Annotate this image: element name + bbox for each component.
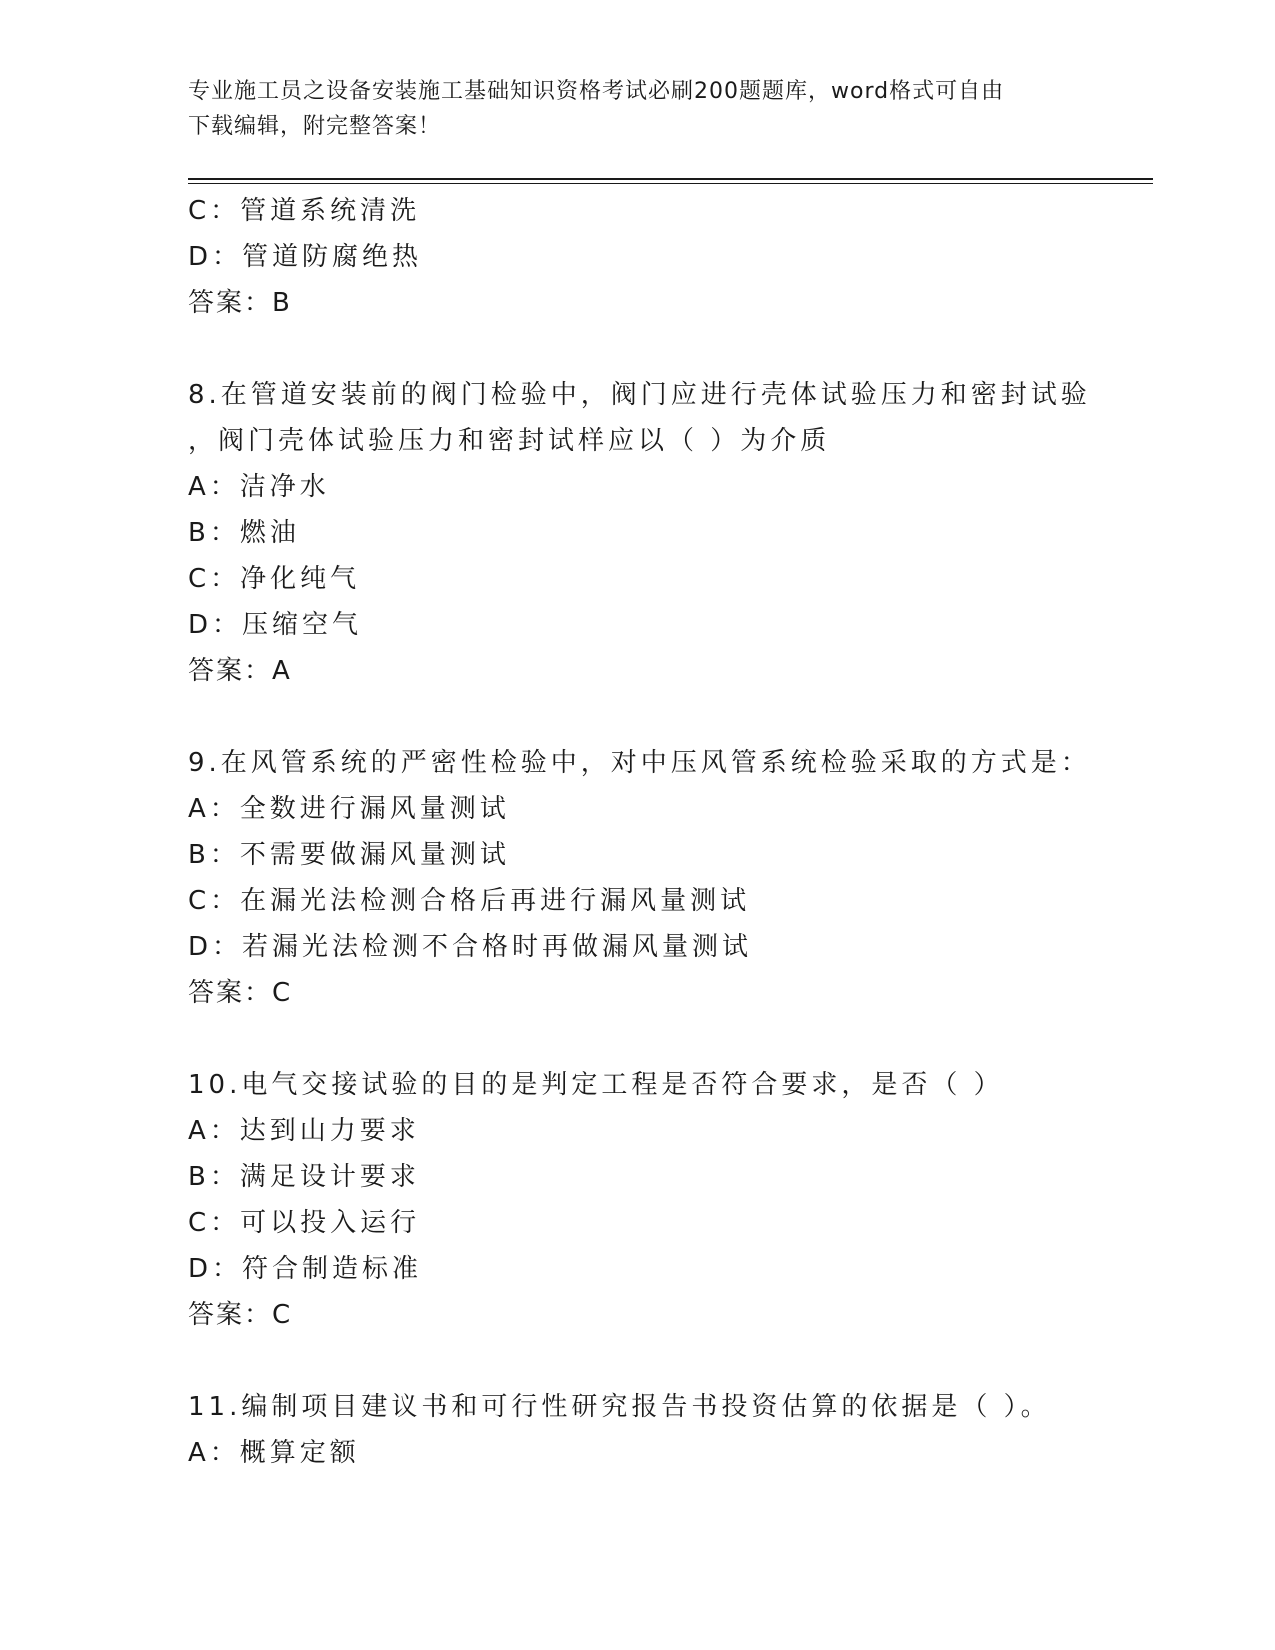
document-header (188, 74, 1068, 144)
option-text: A：洁净水 (188, 472, 330, 502)
block-spacer (188, 1016, 1088, 1062)
block-spacer (188, 1338, 1088, 1384)
option-text: A：概算定额 (188, 1438, 360, 1468)
option-text: D：管道防腐绝热 (188, 242, 423, 272)
option-text: B：不需要做漏风量测试 (188, 840, 510, 870)
question-text: 10.电气交接试验的目的是判定工程是否符合要求，是否（ ） (188, 1070, 1004, 1100)
answer-text: 答案：C (188, 978, 293, 1008)
answer-text: 答案：C (188, 1300, 293, 1330)
option-text: A：达到山力要求 (188, 1116, 420, 1146)
question-text: ，阀门壳体试验压力和密封试样应以（ ）为介质 (188, 426, 831, 456)
option-text: C：管道系统清洗 (188, 196, 421, 226)
option-text: D：符合制造标准 (188, 1254, 423, 1284)
question-text: 9.在风管系统的严密性检验中，对中压风管系统检验采取的方式是： (188, 748, 1091, 778)
option-text: B：满足设计要求 (188, 1162, 420, 1192)
answer-text: 答案：A (188, 656, 292, 686)
option-text: A：全数进行漏风量测试 (188, 794, 510, 824)
header-line-2: 下载编辑，附完整答案！ (188, 114, 442, 139)
question-list (188, 188, 1091, 1476)
question-text: 11.编制项目建议书和可行性研究报告书投资估算的依据是（ ）。 (188, 1392, 1051, 1422)
option-text: C：净化纯气 (188, 564, 361, 594)
option-text: C：在漏光法检测合格后再进行漏风量测试 (188, 886, 751, 916)
option-text: B：燃油 (188, 518, 300, 548)
header-rule-thin (188, 183, 1153, 184)
header-line-1: 专业施工员之设备安装施工基础知识资格考试必刷200题题库，word格式可自由 (188, 79, 1005, 104)
block-spacer (188, 326, 1088, 372)
header-rule-thick (188, 178, 1153, 180)
answer-text: 答案：B (188, 288, 292, 318)
option-text: D：若漏光法检测不合格时再做漏风量测试 (188, 932, 753, 962)
question-text: 8.在管道安装前的阀门检验中，阀门应进行壳体试验压力和密封试验 (188, 380, 1091, 410)
option-text: C：可以投入运行 (188, 1208, 421, 1238)
block-spacer (188, 694, 1088, 740)
option-text: D：压缩空气 (188, 610, 363, 640)
